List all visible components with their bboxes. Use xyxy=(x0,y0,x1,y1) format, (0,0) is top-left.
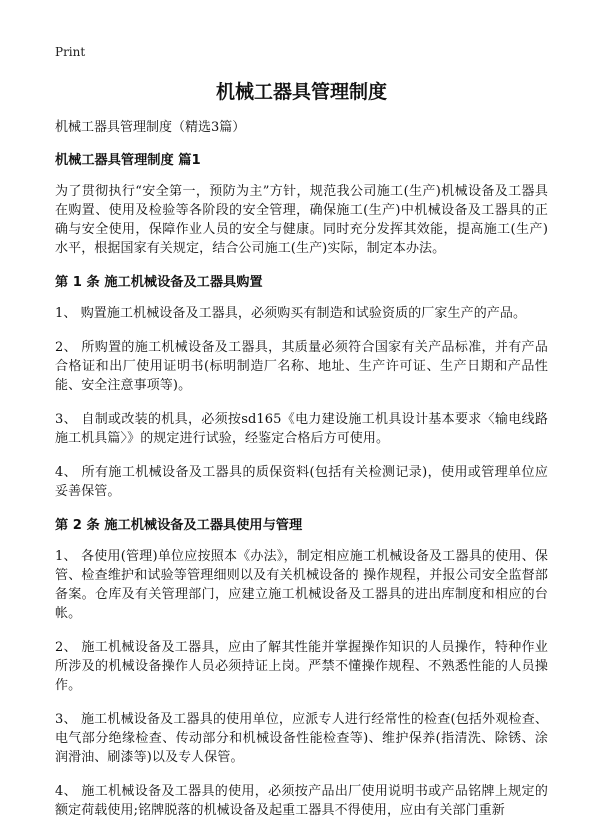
article-1-item-1: 1、 购置施工机械设备及工器具，必须购买有制造和试验资质的厂家生产的产品。 xyxy=(55,306,527,321)
article-2-item-4: 4、 施工机械设备及工器具的使用，必须按产品出厂使用说明书或产品铭牌上规定的额定荷载使用;铭牌脱落的机械设备及起重工器具不得使用，应由有关部门重新 xyxy=(55,784,548,818)
article-2-item-3: 3、 施工机械设备及工器具的使用单位，应派专人进行经常性的检查(包括外观检查、电气部分绝缘检查、传动部分和机械设备性能检查等)、维护保养(指清洗、除锈、涂润滑油、刷漆等)以及专人保管。 xyxy=(55,712,548,765)
article-2-item-2: 2、 施工机械设备及工器具，应由了解其性能并掌握操作知识的人员操作，特种作业所涉及的机械设备操作人员必须持证上岗。严禁不懂操作规程、不熟悉性能的人员操作。 xyxy=(55,640,548,693)
article-1-item-4: 4、 所有施工机械设备及工器具的质保资料(包括有关检测记录)，使用或管理单位应妥善保管。 xyxy=(55,465,548,499)
article-1-item-3: 3、 自制或改装的机具，必须按sd165《电力建设施工机具设计基本要求〈输电线路施工机具篇〉》的规定进行试验，经鉴定合格后方可使用。 xyxy=(55,412,548,446)
article-1-item-2: 2、 所购置的施工机械设备及工器具，其质量必须符合国家有关产品标准，并有产品合格证和出厂使用证明书(标明制造厂名称、地址、生产许可证、生产日期和产品性能、安全注意事项等)。 xyxy=(55,340,548,393)
document-title: 机械工器具管理制度 xyxy=(215,81,387,103)
document-subtitle: 机械工器具管理制度（精选3篇） xyxy=(55,120,246,135)
print-label: Print xyxy=(55,45,86,59)
article-2-heading: 第 2 条 施工机械设备及工器具使用与管理 xyxy=(55,518,303,533)
article-2-item-1: 1、 各使用(管理)单位应按照本《办法》，制定相应施工机械设备及工器具的使用、保管、检查维护和试验等管理细则以及有关机械设备的 操作规程，并报公司安全监督部备案。仓库及有关管理部门，应建立施工机械设备及工器具的进出库制度和相应的台帐。 xyxy=(55,549,548,621)
intro-paragraph: 为了贯彻执行“安全第一，预防为主”方针，规范我公司施工(生产)机械设备及工器具在购置、使用及检验等各阶段的安全管理，确保施工(生产)中机械设备及工器具的正确与安全使用，保障作业人员的安全与健康。同时充分发挥其效能，提高施工(生产)水平，根据国家有关规定，结合公司施工(生产)实际，制定本办法。 xyxy=(55,184,548,256)
article-1-heading: 第 1 条 施工机械设备及工器具购置 xyxy=(55,275,263,290)
section-title: 机械工器具管理制度 篇1 xyxy=(55,153,201,168)
